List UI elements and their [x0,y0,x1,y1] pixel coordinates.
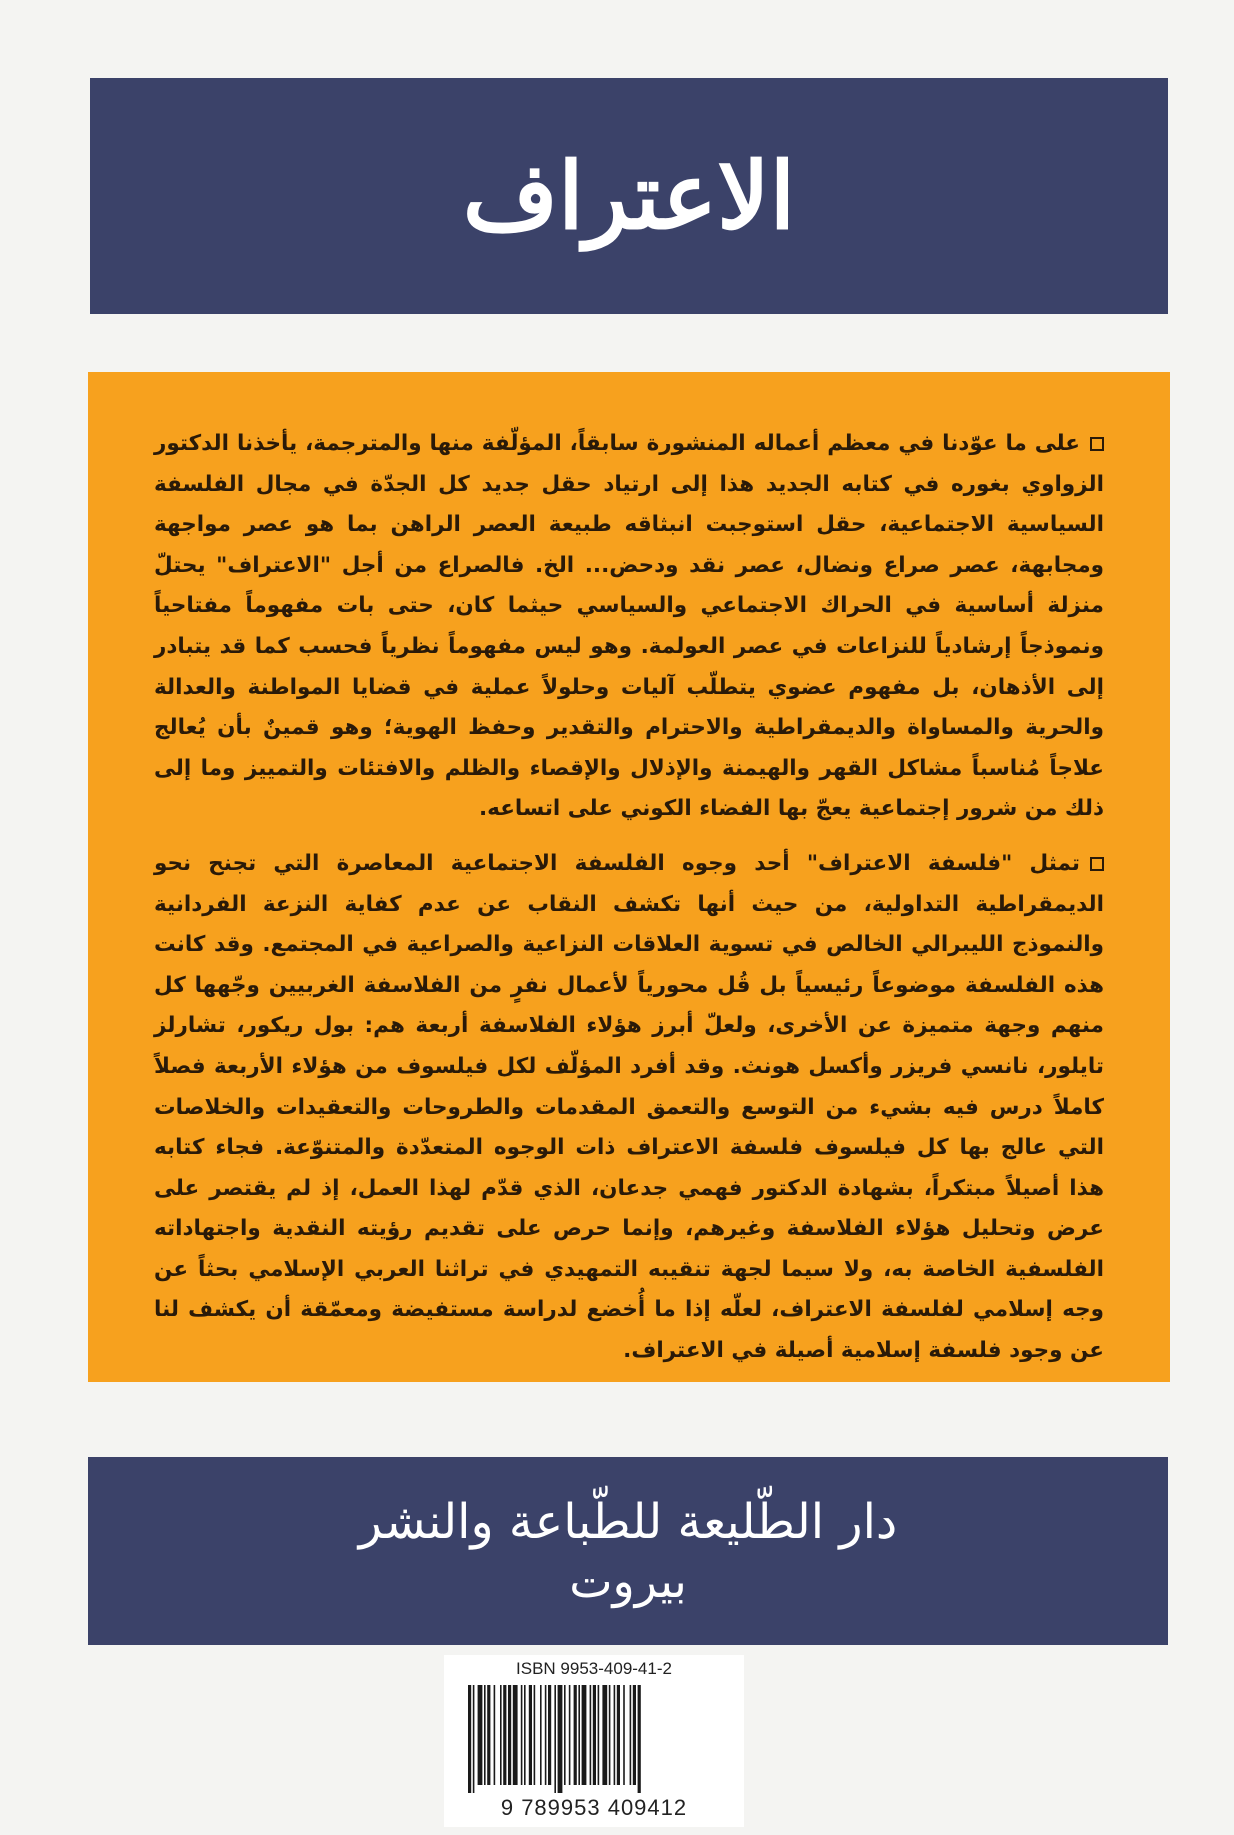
barcode-bar [548,1685,551,1785]
barcode-bar [638,1685,641,1793]
barcode-bar [503,1685,506,1785]
square-bullet-icon [1090,437,1104,451]
barcode-bar [558,1685,563,1793]
barcode-bar [554,1685,556,1793]
barcode-bar [540,1685,542,1785]
barcode-bar [614,1685,616,1785]
barcode-bar [609,1685,611,1785]
isbn-label: ISBN 9953-409-41-2 [516,1659,672,1678]
barcode-bar [593,1685,596,1785]
barcode-bar [578,1685,580,1785]
barcode-bar [529,1685,532,1785]
barcode-bar [521,1685,523,1785]
blurb-paragraph-1 [154,424,1104,830]
barcode-bar [478,1685,483,1785]
barcode-bar [564,1685,566,1785]
barcode-icon [464,1685,724,1793]
barcode-bar [545,1685,547,1785]
barcode-bar [500,1685,502,1785]
barcode-bar [590,1685,592,1785]
blurb-paragraph-2 [154,844,1104,1372]
barcode-bar [569,1685,571,1785]
barcode-bar [508,1685,511,1785]
barcode-bar [598,1685,600,1785]
barcode-bar [534,1685,536,1785]
barcode-bar [487,1685,490,1785]
publisher-name: دار الطّليعة للطّباعة والنشر [358,1494,898,1550]
barcode-digits: 9 789953 409412 [500,1795,688,1820]
publisher-banner [88,1457,1168,1645]
barcode-bar [623,1685,625,1785]
book-title: الاعتراف [462,142,796,250]
barcode-bar [494,1685,496,1785]
barcode-bar [630,1685,632,1785]
title-banner [90,78,1168,314]
publisher-city: بيروت [569,1554,687,1608]
barcode-bar [484,1685,486,1785]
blurb-paragraph-1-text: على ما عوّدنا في معظم أعماله المنشورة سابقاً، المؤلّفة منها والمترجمة، يأخذنا الدكتور الزواوي بغوره في كتابه الجديد هذا إلى ارتياد حقل جديد كل الجدّة في مجال الفلسفة السياسية الاجتماعية، حقل استوجبت انبثاقه طبيعة العصر الراهن بما هو عصر مواجهة ومجابهة، عصر صراع ونضال، عصر نقد ودحض... الخ. فالصراع من أجل "الاعتراف" يحتلّ منزلة أساسية في الحراك الاجتماعي والسياسي حيثما كان، حتى بات مفهوماً مفتاحياً ونموذجاً إرشادياً للنزاعات في عصر العولمة. وهو ليس مفهوماً نظرياً فحسب كما قد يتبادر إلى الأذهان، بل مفهوم عضوي يتطلّب آليات وحلولاً عملية في قضايا المواطنة والعدالة والحرية والمساواة والديمقراطية والاحترام والتقدير وحفظ الهوية؛ وهو قمينٌ بأن يُعالج علاجاً مُناسباً مشاكل القهر والهيمنة والإذلال والإقصاء والظلم والافتئات والتمييز وما إلى ذلك من شرور إجتماعية يعجّ بها الفضاء الكوني على اتساعه. [154,431,1104,822]
barcode-bar [602,1685,607,1785]
barcode-area [444,1655,744,1827]
blurb-box [88,372,1170,1382]
barcode-bar [524,1685,526,1785]
barcode-bar [468,1685,471,1793]
barcode-bar [473,1685,475,1793]
square-bullet-icon [1090,857,1104,871]
barcode-bar [574,1685,577,1785]
barcode-bar [513,1685,518,1785]
blurb-paragraph-2-text: تمثل "فلسفة الاعتراف" أحد وجوه الفلسفة الاجتماعية المعاصرة التي تجنح نحو الديمقراطية التداولية، من حيث أنها تكشف النقاب عن عدم كفاية النزعة الفردانية والنموذج الليبرالي الخالص في تسوية العلاقات النزاعية والصراعية في المجتمع. وقد كانت هذه الفلسفة موضوعاً رئيسياً بل قُل محورياً لأعمال نفرٍ من الفلاسفة الغربيين وجّهها كل منهم وجهة متميزة عن الأخرى، ولعلّ أبرز هؤلاء الفلاسفة أربعة هم: بول ريكور، تشارلز تايلور، نانسي فريزر وأكسل هونث. وقد أفرد المؤلّف لكل فيلسوف من هؤلاء الأربعة فصلاً كاملاً درس فيه بشيء من التوسع والتعمق المقدمات والطروحات والتعقيدات والخلاصات التي عالج بها كل فيلسوف فلسفة الاعتراف ذات الوجوه المتعدّدة والمتنوّعة. فجاء كتابه هذا أصيلاً مبتكراً، بشهادة الدكتور فهمي جدعان، الذي قدّم لهذا العمل، إذ لم يقتصر على عرض وتحليل هؤلاء الفلاسفة وغيرهم، وإنما حرص على تقديم رؤيته النقدية واجتهاداته الفلسفية الخاصة به، ولا سيما لجهة تنقيبه التمهيدي في تراثنا العربي الإسلامي بحثاً عن وجه إسلامي لفلسفة الاعتراف، لعلّه إذا ما أُخضع لدراسة مستفيضة ومعمّقة أن يكشف لنا عن وجود فلسفة إسلامية أصيلة في الاعتراف. [154,850,1104,1364]
barcode-bar [633,1685,636,1785]
barcode-bar [582,1685,587,1785]
barcode-bar [617,1685,620,1785]
